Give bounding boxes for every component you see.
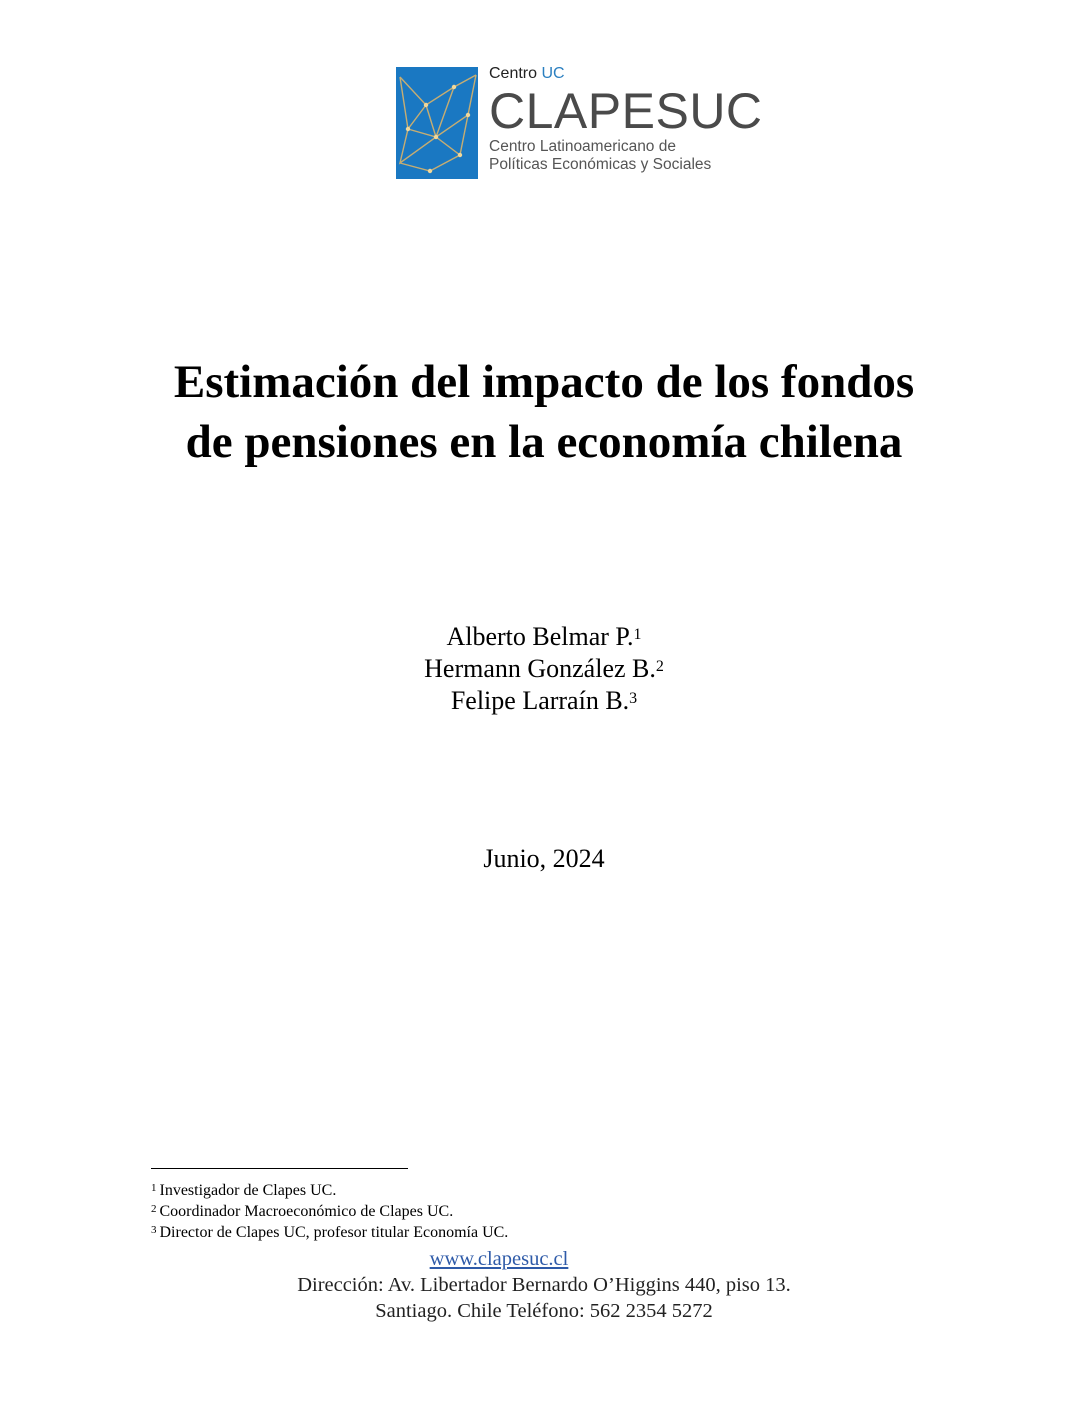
footnote-ref[interactable]: 3 [629, 690, 638, 707]
address-line1: Dirección: Av. Libertador Bernardo O’Higgins 440, piso 13. [297, 1274, 791, 1296]
address-line2: Santiago. Chile Teléfono: 562 2354 5272 [375, 1300, 713, 1322]
footnote-3 [151, 1222, 508, 1243]
author-name: Alberto Belmar P. [446, 622, 634, 651]
footnote-divider [151, 1168, 408, 1169]
publication-date: Junio, 2024 [483, 844, 605, 873]
logo-subtitle-line2: Políticas Económicas y Sociales [489, 156, 712, 173]
logo-wordmark [489, 64, 763, 174]
footnote-ref[interactable]: 2 [655, 658, 664, 675]
logo-centro-uc [489, 64, 763, 84]
footnote-text: Coordinador Macroeconómico de Clapes UC. [159, 1203, 454, 1220]
footnote-text: Investigador de Clapes UC. [159, 1182, 337, 1199]
author-3 [0, 685, 1088, 717]
logo-centro-prefix: Centro [489, 65, 542, 82]
document-title [0, 352, 1088, 472]
author-name: Felipe Larraín B. [450, 686, 630, 715]
footnote-mark: 1 [151, 1182, 157, 1194]
author-name: Hermann González B. [424, 654, 656, 683]
logo-subtitle-line1: Centro Latinoamericano de [489, 138, 676, 155]
clapes-uc-logo [396, 64, 763, 182]
logo-brand: CLAPESUC [489, 83, 763, 139]
author-1 [0, 621, 1088, 653]
footnote-text: Director de Clapes UC, profesor titular Economía UC. [159, 1224, 509, 1241]
network-pattern-icon [396, 67, 478, 179]
footnote-ref[interactable]: 1 [633, 626, 642, 643]
footnote-1 [151, 1180, 508, 1201]
website-link[interactable]: www.clapesuc.cl [429, 1248, 569, 1270]
title-line1: Estimación del impacto de los fondos [173, 356, 915, 408]
footnote-2 [151, 1201, 508, 1222]
author-list [0, 621, 1088, 717]
author-2 [0, 653, 1088, 685]
page-footer [0, 1246, 1088, 1324]
footnote-mark: 3 [151, 1224, 157, 1236]
footnote-mark: 2 [151, 1203, 157, 1215]
logo-uc: UC [541, 65, 565, 82]
title-line2: de pensiones en la economía chilena [185, 416, 903, 468]
footnotes [151, 1180, 508, 1243]
